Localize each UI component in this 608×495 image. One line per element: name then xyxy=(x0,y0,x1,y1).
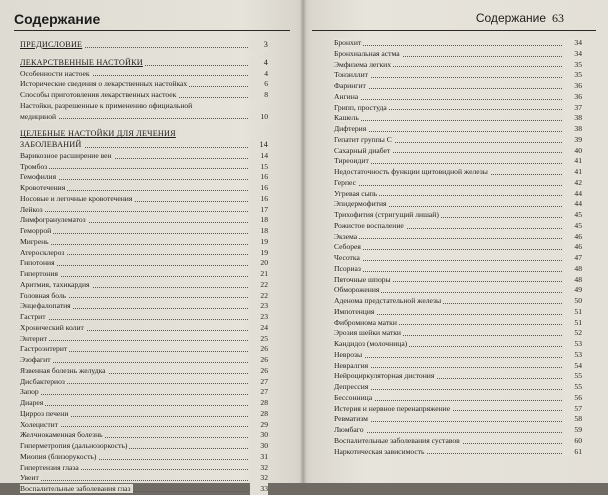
toc-entry xyxy=(334,199,582,210)
toc-entry-page: 48 xyxy=(564,275,582,286)
page-number: 63 xyxy=(552,11,564,25)
toc-entry-page: 40 xyxy=(564,146,582,157)
toc-entry-title: Бронхит xyxy=(334,38,362,47)
toc-entry-title: Кандидоз (молочница) xyxy=(334,339,408,348)
toc-entry-title: Гипертензия глаза xyxy=(20,462,79,472)
toc-entry-title: Экзема xyxy=(334,231,358,241)
toc-entry-title: Геморрой xyxy=(20,226,52,235)
toc-entry-title: Язвенная болезнь желудка xyxy=(20,365,106,375)
toc-entry xyxy=(334,232,582,243)
toc-entry-title: Способы приготовления лекарственных настоек xyxy=(20,90,177,99)
toc-entry xyxy=(20,101,268,112)
toc-entry-page: 37 xyxy=(564,103,582,114)
toc-entry xyxy=(334,436,582,447)
toc-entry-page: 32 xyxy=(250,473,268,484)
dot-leader xyxy=(20,340,248,341)
toc-entry xyxy=(20,323,268,334)
toc-entry-page: 30 xyxy=(250,430,268,441)
toc-entry xyxy=(20,58,268,69)
toc-entry xyxy=(334,135,582,146)
toc-entry-page: 26 xyxy=(250,366,268,377)
toc-entry-page: 35 xyxy=(564,60,582,71)
toc-entry-page: 26 xyxy=(250,344,268,355)
toc-entry-title: Эзофагит xyxy=(20,355,51,364)
toc-entry-page: 48 xyxy=(564,264,582,275)
toc-entry xyxy=(334,253,582,264)
toc-entry xyxy=(334,361,582,372)
toc-entry xyxy=(334,92,582,103)
toc-entry-page: 18 xyxy=(250,226,268,237)
toc-entry xyxy=(20,269,268,280)
toc-entry-title: Тиреоидит xyxy=(334,156,369,166)
toc-entry-title: Псориаз xyxy=(334,263,361,273)
toc-entry-page: 58 xyxy=(564,414,582,425)
dot-leader xyxy=(334,120,562,121)
toc-entry-title: Атеросклероз xyxy=(20,247,65,257)
toc-entry-title: Пяточные шпоры xyxy=(334,274,391,284)
toc-entry-title: Запор xyxy=(20,387,39,397)
toc-entry-title: Трихофития (стригущий лишай) xyxy=(334,210,439,219)
toc-entry-title: Гастроэнтерит xyxy=(20,344,68,354)
toc-entry-title: Лейкоз xyxy=(20,204,43,214)
toc-entry-page: 56 xyxy=(564,393,582,404)
toc-entry-page: 49 xyxy=(564,285,582,296)
page-title: Содержание xyxy=(14,11,101,27)
toc-entry xyxy=(20,79,268,90)
toc-entry-page: 30 xyxy=(250,441,268,452)
toc-entry xyxy=(20,172,268,183)
toc-entry-title: Грипп, простуда xyxy=(334,102,387,112)
toc-entry-page: 38 xyxy=(564,113,582,124)
toc-entry-page: 59 xyxy=(564,425,582,436)
toc-entry xyxy=(20,452,268,463)
toc-entry-title: Увеит xyxy=(20,473,39,483)
toc-entry xyxy=(20,441,268,452)
toc-entry-page: 29 xyxy=(250,420,268,431)
toc-right-column xyxy=(334,38,582,457)
toc-entry xyxy=(20,140,268,151)
toc-entry xyxy=(334,156,582,167)
dot-leader xyxy=(20,362,248,363)
dot-leader xyxy=(20,211,248,212)
toc-entry-page: 54 xyxy=(564,361,582,372)
toc-entry-title: Особенности настоек xyxy=(20,68,90,78)
toc-entry-title: Цирроз печени xyxy=(20,408,69,418)
dot-leader xyxy=(334,260,562,261)
toc-entry-title: Энцефалопатия xyxy=(20,301,71,311)
toc-entry-title: Истерия и нервное перенапряжение xyxy=(334,403,451,413)
toc-entry-page: 34 xyxy=(564,38,582,49)
toc-entry-page: 53 xyxy=(564,339,582,350)
toc-entry xyxy=(20,183,268,194)
toc-entry-title: Импотенция xyxy=(334,306,375,316)
toc-entry-title: Недостаточность функции щитовидной железы xyxy=(334,167,488,176)
toc-entry-title: Бессонница xyxy=(334,392,373,402)
toc-entry-title: Люмбаго xyxy=(334,425,364,434)
toc-entry-page: 16 xyxy=(250,183,268,194)
toc-entry-title: Диарея xyxy=(20,398,44,407)
toc-entry xyxy=(334,210,582,221)
toc-entry xyxy=(334,113,582,124)
left-page xyxy=(0,0,302,493)
dot-leader xyxy=(334,185,562,186)
toc-entry-page: 46 xyxy=(564,232,582,243)
toc-entry xyxy=(334,296,582,307)
toc-entry xyxy=(334,307,582,318)
toc-entry-page: 6 xyxy=(250,79,268,90)
dot-leader xyxy=(20,405,248,406)
toc-entry xyxy=(334,414,582,425)
toc-entry xyxy=(334,81,582,92)
toc-entry-page: 23 xyxy=(250,301,268,312)
toc-entry xyxy=(20,484,268,495)
toc-entry xyxy=(334,38,582,49)
toc-entry-title: Воспалительные заболевания глаз xyxy=(20,484,131,493)
toc-entry xyxy=(20,334,268,345)
toc-entry-title: Невралгия xyxy=(334,360,369,370)
toc-entry xyxy=(20,215,268,226)
toc-entry-title: Миопия (близорукость) xyxy=(20,451,97,461)
toc-entry-title: Обморожения xyxy=(334,285,380,295)
toc-block-treatments xyxy=(20,129,268,495)
toc-entry-title: Ангина xyxy=(334,91,359,101)
toc-entry-title: Фибромиома матки xyxy=(334,317,397,327)
toc-entry-title: Кровотечения xyxy=(20,183,66,192)
toc-entry-page: 45 xyxy=(564,210,582,221)
toc-entry-page: 35 xyxy=(564,70,582,81)
toc-entry-page: 4 xyxy=(250,58,268,69)
toc-entry-title: медициной xyxy=(20,111,57,121)
toc-entry-page: 51 xyxy=(564,318,582,329)
toc-entry-title: Дифтерия xyxy=(334,124,367,133)
toc-entry xyxy=(20,69,268,80)
toc-entry-title: Эпидермофития xyxy=(334,199,387,209)
toc-entry xyxy=(334,371,582,382)
dot-leader xyxy=(20,168,248,169)
toc-entry-title: ЦЕЛЕБНЫЕ НАСТОЙКИ ДЛЯ ЛЕЧЕНИЯ xyxy=(20,129,176,139)
toc-entry xyxy=(334,393,582,404)
toc-entry-page: 36 xyxy=(564,92,582,103)
toc-entry-page: 14 xyxy=(250,140,268,151)
toc-entry-page: 22 xyxy=(250,291,268,302)
toc-entry xyxy=(334,285,582,296)
toc-entry xyxy=(20,112,268,123)
toc-entry-title: Исторические сведения о лекарственных настойках xyxy=(20,79,188,89)
dot-leader xyxy=(334,131,562,132)
toc-entry-page: 41 xyxy=(564,156,582,167)
toc-entry-title: Холецистит xyxy=(20,419,59,429)
toc-entry-page: 41 xyxy=(564,167,582,178)
dot-leader xyxy=(334,238,562,239)
toc-entry xyxy=(20,420,268,431)
toc-entry xyxy=(20,355,268,366)
toc-entry-title: Желчнокаменная болезнь xyxy=(20,430,103,440)
toc-entry-title: Варикозное расширение вен xyxy=(20,150,112,160)
dot-leader xyxy=(20,480,248,481)
toc-entry-page: 33 xyxy=(250,484,268,495)
dot-leader xyxy=(334,357,562,358)
toc-left-column xyxy=(20,40,268,495)
toc-entry-page: 44 xyxy=(564,189,582,200)
toc-entry-page: 36 xyxy=(564,81,582,92)
toc-entry-title: Лимфогранулематоз xyxy=(20,215,86,225)
toc-entry xyxy=(334,146,582,157)
dot-leader xyxy=(20,244,248,245)
toc-entry xyxy=(20,194,268,205)
dot-leader xyxy=(20,233,248,234)
toc-entry xyxy=(334,382,582,393)
toc-entry-title: Неврозы xyxy=(334,349,363,359)
toc-entry xyxy=(334,60,582,71)
toc-entry-page: 32 xyxy=(250,463,268,474)
toc-entry-title: Аденома предстательной железы xyxy=(334,296,442,305)
toc-entry-title: Эмфизема легких xyxy=(334,59,392,69)
toc-entry-page: 55 xyxy=(564,371,582,382)
toc-entry-page: 28 xyxy=(250,398,268,409)
toc-entry-title: Тромбоз xyxy=(20,161,48,171)
toc-block-preface xyxy=(20,40,268,51)
toc-entry xyxy=(334,350,582,361)
toc-entry-title: Гиперметропия (дальнозоркость) xyxy=(20,441,128,450)
toc-entry-title: Бронхиальная астма xyxy=(334,48,400,58)
toc-entry-title: Гастрит xyxy=(20,312,46,321)
toc-entry xyxy=(334,242,582,253)
toc-entry-page: 57 xyxy=(564,404,582,415)
toc-entry-page: 26 xyxy=(250,355,268,366)
toc-entry-page: 34 xyxy=(564,49,582,60)
toc-entry-page: 60 xyxy=(564,436,582,447)
toc-entry-title: Нейроциркуляторная дистония xyxy=(334,371,435,381)
toc-entry xyxy=(334,178,582,189)
toc-entry-page: 28 xyxy=(250,409,268,420)
left-page-header xyxy=(14,8,290,31)
toc-entry-title: Эрозия шейки матки xyxy=(334,328,401,338)
toc-entry xyxy=(20,463,268,474)
toc-entry xyxy=(334,425,582,436)
toc-entry xyxy=(20,344,268,355)
toc-entry-page: 42 xyxy=(564,178,582,189)
toc-entry xyxy=(20,40,268,51)
toc-entry-page: 44 xyxy=(564,199,582,210)
toc-entry xyxy=(334,103,582,114)
running-title: Содержание xyxy=(475,11,546,25)
toc-entry xyxy=(20,151,268,162)
right-page-header xyxy=(312,8,596,31)
toc-entry-page: 8 xyxy=(250,90,268,101)
toc-entry-title: Наркотическая зависимость xyxy=(334,446,425,456)
toc-entry-page: 25 xyxy=(250,334,268,345)
toc-entry-page: 19 xyxy=(250,248,268,259)
toc-entry xyxy=(334,328,582,339)
toc-entry-page: 20 xyxy=(250,258,268,269)
toc-entry xyxy=(20,398,268,409)
toc-entry xyxy=(20,301,268,312)
toc-block-tinctures xyxy=(20,58,268,123)
toc-entry xyxy=(334,167,582,178)
toc-entry-page: 4 xyxy=(250,69,268,80)
toc-entry-page: 45 xyxy=(564,221,582,232)
toc-entry-page: 16 xyxy=(250,172,268,183)
toc-entry-page: 14 xyxy=(250,151,268,162)
toc-entry-title: Аритмия, тахикардия xyxy=(20,279,90,289)
toc-entry xyxy=(20,409,268,420)
toc-entry-title: ЛЕКАРСТВЕННЫЕ НАСТОЙКИ xyxy=(20,57,143,67)
toc-entry-title: Мигрень xyxy=(20,236,49,246)
toc-entry xyxy=(20,248,268,259)
toc-entry-page: 31 xyxy=(250,452,268,463)
toc-entry-title: Чесотка xyxy=(334,253,360,262)
toc-entry-title: Гемофилия xyxy=(20,172,57,182)
toc-entry-page: 61 xyxy=(564,447,582,458)
toc-entry-title: Гипотония xyxy=(20,258,55,268)
toc-entry-title: Ревматизм xyxy=(334,414,368,424)
toc-entry-page: 23 xyxy=(250,312,268,323)
toc-entry-title: Кашель xyxy=(334,113,359,123)
toc-entry-title: ПРЕДИСЛОВИЕ xyxy=(20,40,83,49)
toc-entry xyxy=(334,49,582,60)
toc-entry-title: Дисбактериоз xyxy=(20,376,65,386)
dot-leader xyxy=(334,249,562,250)
toc-entry xyxy=(334,339,582,350)
toc-entry xyxy=(20,377,268,388)
toc-entry xyxy=(334,318,582,329)
toc-entry-title: Тонзиллит xyxy=(334,70,368,80)
toc-entry-page: 50 xyxy=(564,296,582,307)
toc-entry xyxy=(20,129,268,140)
toc-entry-page: 52 xyxy=(564,328,582,339)
dot-leader xyxy=(334,45,562,46)
toc-entry-page: 27 xyxy=(250,387,268,398)
dot-leader xyxy=(334,99,562,100)
toc-entry xyxy=(20,387,268,398)
toc-entry-page: 53 xyxy=(564,350,582,361)
toc-entry-page: 55 xyxy=(564,382,582,393)
toc-entry-page: 24 xyxy=(250,323,268,334)
toc-entry-title: Головная боль xyxy=(20,290,67,300)
toc-entry-page: 46 xyxy=(564,242,582,253)
toc-entry-page: 17 xyxy=(250,205,268,216)
toc-entry-title: Себорея xyxy=(334,242,361,252)
toc-entry-title: ЗАБОЛЕВАНИЙ xyxy=(20,140,82,149)
toc-entry xyxy=(334,264,582,275)
toc-entry xyxy=(20,291,268,302)
toc-entry xyxy=(20,430,268,441)
toc-entry-title: Рожистое воспаление xyxy=(334,220,404,230)
toc-entry xyxy=(20,205,268,216)
toc-entry-title: Энтерит xyxy=(20,333,47,343)
toc-entry-title: Сахарный диабет xyxy=(334,145,391,155)
toc-entry-page: 21 xyxy=(250,269,268,280)
toc-entry-title: Герпес xyxy=(334,177,356,187)
toc-entry xyxy=(20,258,268,269)
toc-entry-page: 38 xyxy=(564,124,582,135)
dot-leader xyxy=(334,271,562,272)
toc-entry xyxy=(20,90,268,101)
toc-entry-page: 39 xyxy=(564,135,582,146)
dot-leader xyxy=(20,394,248,395)
toc-entry-title: Носовые и легочные кровотечения xyxy=(20,193,133,203)
toc-entry-page: 16 xyxy=(250,194,268,205)
toc-entry-page: 15 xyxy=(250,162,268,173)
toc-entry-page: 3 xyxy=(250,40,268,51)
toc-entry xyxy=(334,70,582,81)
toc-entry-page: 18 xyxy=(250,215,268,226)
toc-entry xyxy=(334,447,582,458)
toc-entry xyxy=(334,221,582,232)
section-gap xyxy=(20,51,268,58)
toc-entry xyxy=(334,275,582,286)
dot-leader xyxy=(20,319,248,320)
toc-entry-title: Хронический колит xyxy=(20,322,84,332)
toc-entry xyxy=(20,280,268,291)
toc-entry-title: Гипертония xyxy=(20,269,58,278)
toc-entry-page: 51 xyxy=(564,307,582,318)
toc-entry-title: Настойки, разрешенные к применению официальной xyxy=(20,100,193,110)
dot-leader xyxy=(334,432,562,433)
dot-leader xyxy=(334,88,562,89)
toc-entry xyxy=(20,226,268,237)
right-page xyxy=(304,0,608,483)
toc-entry-page: 47 xyxy=(564,253,582,264)
toc-entry-page: 19 xyxy=(250,237,268,248)
toc-entry xyxy=(20,473,268,484)
toc-entry xyxy=(20,312,268,323)
toc-entry xyxy=(20,237,268,248)
toc-entry xyxy=(20,162,268,173)
toc-entry-title: Угревая сыпь xyxy=(334,188,378,198)
toc-entry xyxy=(334,404,582,415)
toc-entry xyxy=(334,124,582,135)
toc-entry-page: 10 xyxy=(250,112,268,123)
toc-entry-title: Фарингит xyxy=(334,81,366,90)
toc-entry-title: Воспалительные заболевания суставов xyxy=(334,435,460,445)
toc-entry xyxy=(20,366,268,377)
toc-entry-page: 22 xyxy=(250,280,268,291)
toc-entry xyxy=(334,189,582,200)
toc-entry-title: Депрессия xyxy=(334,382,369,391)
toc-entry-title: Гепатит группы С xyxy=(334,134,392,144)
toc-entry-page: 27 xyxy=(250,377,268,388)
